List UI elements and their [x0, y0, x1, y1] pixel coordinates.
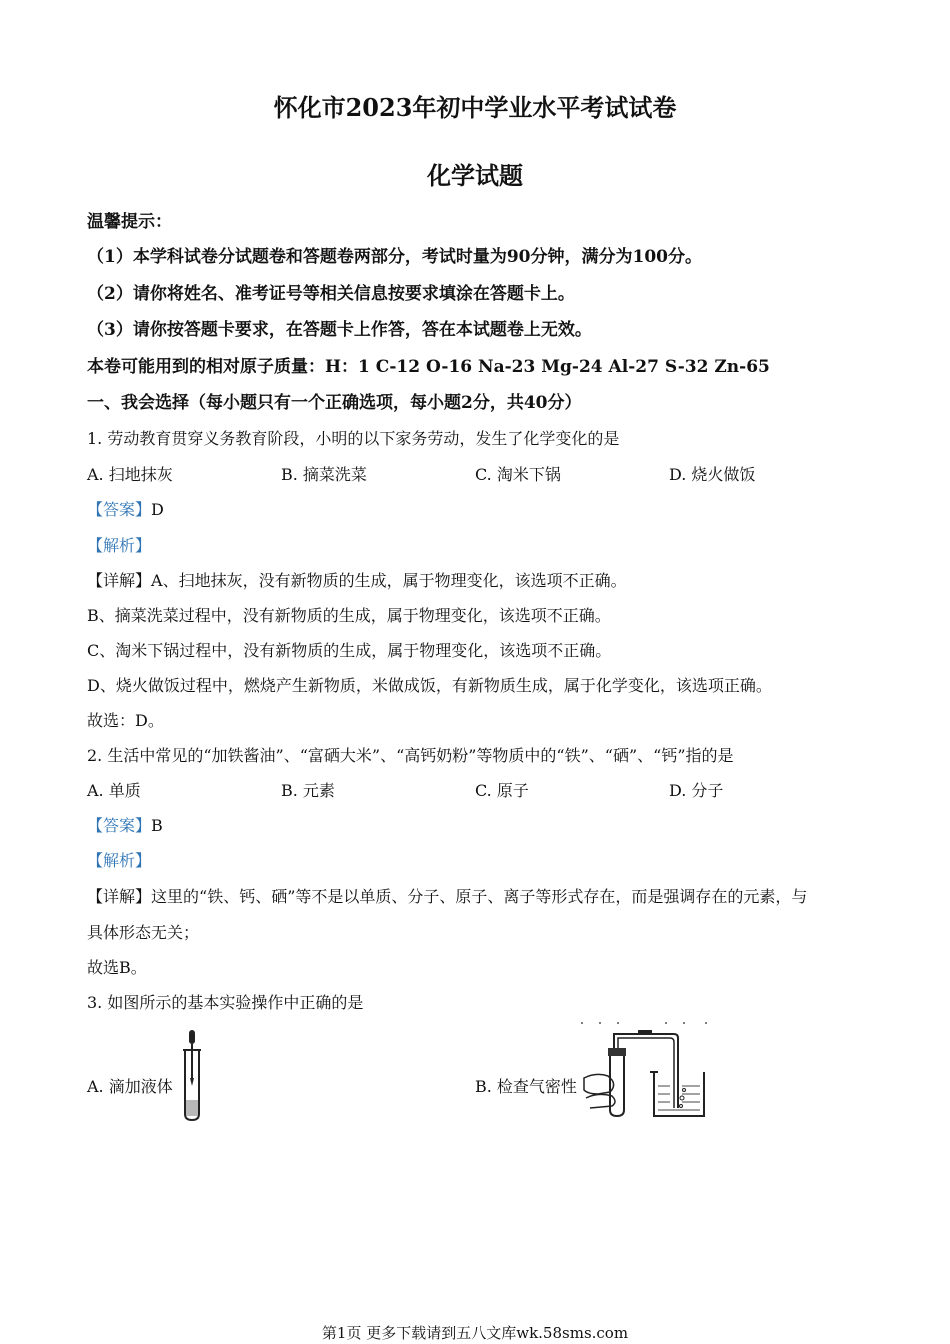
q1-detail-2: B、摘菜洗菜过程中，没有新物质的生成，属于物理变化，该选项不正确。	[87, 606, 611, 625]
notice-item-2: （2）请你将姓名、准考证号等相关信息按要求填涂在答题卡上。	[87, 284, 575, 304]
detail-tag: 【详解】	[87, 887, 152, 906]
q2-option-b: B. 元素	[281, 781, 335, 800]
q2-answer	[87, 814, 877, 838]
notice-item-1: （1）本学科试卷分试题卷和答题卷两部分，考试时量为90分钟，满分为100分。	[87, 247, 702, 267]
detail-text: A、扫地抹灰，没有新物质的生成，属于物理变化，该选项不正确。	[151, 571, 627, 590]
q1-analysis-tag: 【解析】	[87, 536, 152, 555]
q1-option-d: D. 烧火做饭	[669, 465, 756, 484]
section-heading: 一、我会选择（每小题只有一个正确选项，每小题2分，共40分）	[87, 393, 582, 413]
q3-option-a: A. 滴加液体	[87, 1077, 173, 1096]
question-1-stem: 1. 劳动教育贯穿义务教育阶段，小明的以下家务劳动，发生了化学变化的是	[87, 429, 620, 448]
q1-conclusion: 故选：D。	[87, 711, 164, 730]
question-2-stem: 2. 生活中常见的“加铁酱油”、“富硒大米”、“高钙奶粉”等物质中的“铁”、“硒”、“钙”指的是	[87, 746, 734, 765]
q1-detail-3: C、淘米下锅过程中，没有新物质的生成，属于物理变化，该选项不正确。	[87, 641, 612, 660]
question-3-stem: 3. 如图所示的基本实验操作中正确的是	[87, 993, 364, 1012]
q1-answer	[87, 498, 877, 522]
dropper-test-tube-figure	[178, 1030, 208, 1122]
atomic-masses: 本卷可能用到的相对原子质量：H：1 C-12 O-16 Na-23 Mg-24 Al-27 S-32 Zn-65	[87, 357, 770, 377]
q3-option-b: B. 检查气密性	[475, 1077, 577, 1096]
q2-option-a: A. 单质	[87, 781, 141, 800]
q2-option-d: D. 分子	[669, 781, 724, 800]
q1-option-b: B. 摘菜洗菜	[281, 465, 367, 484]
q2-conclusion: 故选B。	[87, 958, 147, 977]
page-subtitle: 化学试题	[427, 161, 523, 190]
airtightness-check-figure	[578, 1020, 718, 1122]
detail-tag: 【详解】	[87, 571, 152, 590]
page-title: 怀化市2023年初中学业水平考试试卷	[273, 93, 677, 122]
answer-tag: 【答案】	[87, 500, 152, 519]
detail-text: 这里的“铁、钙、硒”等不是以单质、分子、原子、离子等形式存在，而是强调存在的元素，与	[151, 887, 808, 906]
q2-detail-2: 具体形态无关；	[87, 923, 200, 942]
q2-detail-1	[87, 885, 877, 909]
q1-option-c: C. 淘米下锅	[475, 465, 561, 484]
notice-heading: 温馨提示：	[87, 212, 172, 232]
q2-analysis-tag: 【解析】	[87, 851, 152, 870]
page-footer: 第1页 更多下载请到五八文库wk.58sms.com	[321, 1324, 629, 1342]
q1-detail-1	[87, 569, 877, 593]
q2-option-c: C. 原子	[475, 781, 529, 800]
answer-value: B	[151, 816, 163, 835]
answer-tag: 【答案】	[87, 816, 152, 835]
notice-item-3: （3）请你按答题卡要求，在答题卡上作答，答在本试题卷上无效。	[87, 320, 592, 340]
q1-detail-4: D、烧火做饭过程中，燃烧产生新物质，米做成饭，有新物质生成，属于化学变化，该选项正确。	[87, 676, 772, 695]
answer-value: D	[151, 500, 164, 519]
q1-option-a: A. 扫地抹灰	[87, 465, 173, 484]
